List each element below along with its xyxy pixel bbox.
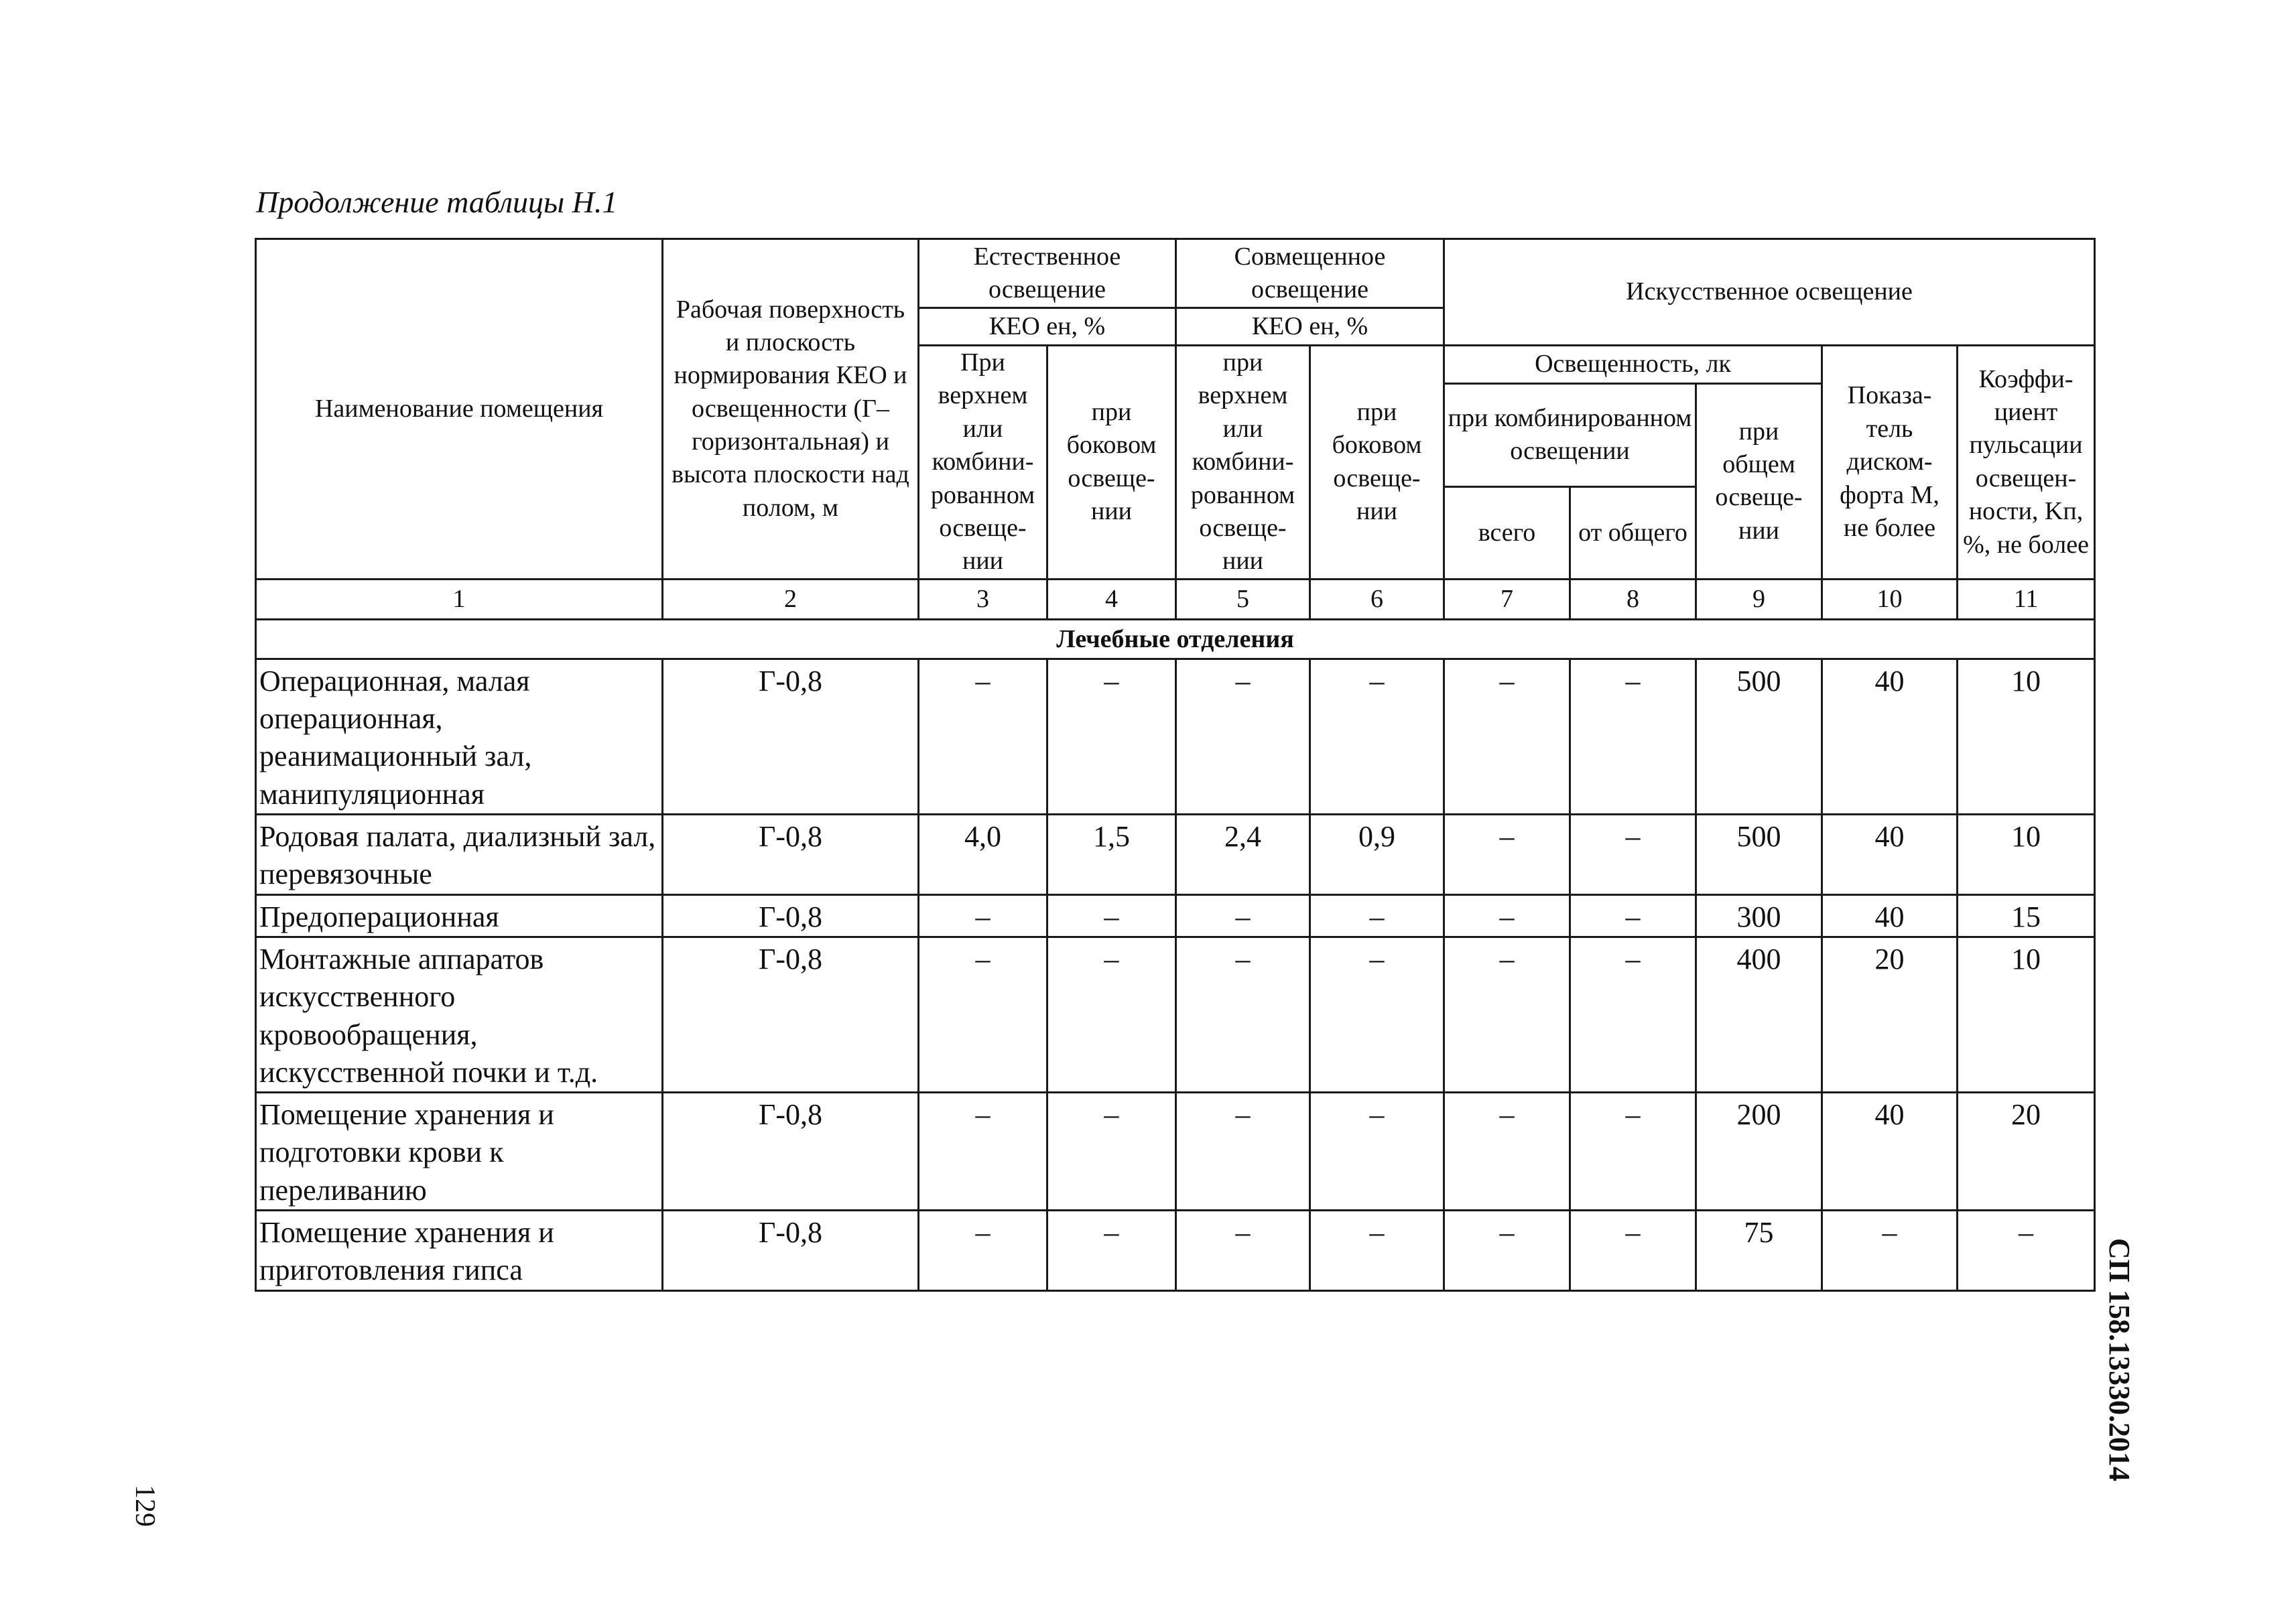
table-cell: 300 xyxy=(1696,894,1822,937)
table-cell: – xyxy=(919,937,1047,1092)
table-cell: 2,4 xyxy=(1176,814,1310,894)
table-cell: 10 xyxy=(1958,659,2095,814)
section-title: Лечебные отделения xyxy=(256,619,2095,659)
table-cell: 40 xyxy=(1822,814,1958,894)
page-number: 129 xyxy=(129,1485,160,1527)
table-cell: – xyxy=(1176,937,1310,1092)
table-cell: – xyxy=(1444,1211,1570,1291)
table-cell: 0,9 xyxy=(1310,814,1444,894)
table-cell: – xyxy=(1310,659,1444,814)
header-at-combined: при комбинированном освещении xyxy=(1444,384,1696,487)
table-cell: – xyxy=(1310,937,1444,1092)
room-name-cell: Монтажные аппаратов искусственного кровообращения, искусственной почки и т.д. xyxy=(256,937,663,1092)
column-number: 1 xyxy=(256,579,663,619)
column-number: 5 xyxy=(1176,579,1310,619)
table-cell: – xyxy=(1570,937,1696,1092)
table-cell: 75 xyxy=(1696,1211,1822,1291)
header-work-surface: Рабочая поверхность и плоскость нормирования КЕО и освещенности (Г–горизонтальная) и высота плоскости над полом, м xyxy=(663,239,919,580)
header-natural-side: при боковом освеще-нии xyxy=(1047,346,1176,580)
header-natural-lighting: Естественное освещение xyxy=(919,239,1176,308)
table-cell: 500 xyxy=(1696,814,1822,894)
header-artificial-lighting: Искусственное освещение xyxy=(1444,239,2095,346)
header-combined-side: при боковом освеще-нии xyxy=(1310,346,1444,580)
table-cell: 10 xyxy=(1958,814,2095,894)
table-cell: – xyxy=(1570,1093,1696,1211)
table-cell: 500 xyxy=(1696,659,1822,814)
room-name-cell: Помещение хранения и подготовки крови к переливанию xyxy=(256,1093,663,1211)
table-cell: – xyxy=(1444,814,1570,894)
header-discomfort-index: Показа-тель диском-форта M, не более xyxy=(1822,346,1958,580)
table-cell: 10 xyxy=(1958,937,2095,1092)
table-cell: 400 xyxy=(1696,937,1822,1092)
table-cell: – xyxy=(1570,814,1696,894)
table-cell: – xyxy=(1176,1093,1310,1211)
table-cell: 4,0 xyxy=(919,814,1047,894)
table-cell: 40 xyxy=(1822,894,1958,937)
table-cell: – xyxy=(1047,1211,1176,1291)
table-cell: – xyxy=(1444,894,1570,937)
room-name-cell: Операционная, малая операционная, реанимационный зал, манипуляционная xyxy=(256,659,663,814)
header-pulsation-coefficient: Коэффи-циент пульсации освещен-ности, Kп, %, не более xyxy=(1958,346,2095,580)
table-cell: – xyxy=(1047,937,1176,1092)
table-cell: – xyxy=(1444,1093,1570,1211)
table-cell: Г-0,8 xyxy=(663,814,919,894)
column-number: 8 xyxy=(1570,579,1696,619)
table-cell: – xyxy=(1444,937,1570,1092)
table-cell: 40 xyxy=(1822,659,1958,814)
header-total: всего xyxy=(1444,486,1570,579)
table-cell: Г-0,8 xyxy=(663,1211,919,1291)
header-keo-natural: КЕО eн, % xyxy=(919,308,1176,346)
header-at-general: при общем освеще-нии xyxy=(1696,384,1822,580)
table-cell: 20 xyxy=(1822,937,1958,1092)
table-caption: Продолжение таблицы Н.1 xyxy=(256,185,618,219)
table-cell: – xyxy=(1310,1211,1444,1291)
table-cell: 20 xyxy=(1958,1093,2095,1211)
lighting-norms-table xyxy=(255,238,2096,1292)
table-cell: – xyxy=(919,659,1047,814)
table-cell: – xyxy=(1047,894,1176,937)
room-name-cell: Родовая палата, диализный зал, перевязочные xyxy=(256,814,663,894)
room-name-cell: Предоперационная xyxy=(256,894,663,937)
header-from-general: от общего xyxy=(1570,486,1696,579)
table-cell: 15 xyxy=(1958,894,2095,937)
table-cell: – xyxy=(1310,894,1444,937)
header-room-name: Наименование помещения xyxy=(256,239,663,580)
table-cell: – xyxy=(919,1211,1047,1291)
column-number: 9 xyxy=(1696,579,1822,619)
header-combined-lighting: Совмещенное освещение xyxy=(1176,239,1444,308)
column-number: 2 xyxy=(663,579,919,619)
table-cell: – xyxy=(1570,894,1696,937)
header-illuminance: Освещенность, лк xyxy=(1444,346,1822,384)
room-name-cell: Помещение хранения и приготовления гипса xyxy=(256,1211,663,1291)
table-cell: – xyxy=(1047,1093,1176,1211)
table-cell: – xyxy=(1310,1093,1444,1211)
table-cell: – xyxy=(1444,659,1570,814)
column-number: 6 xyxy=(1310,579,1444,619)
table-cell: – xyxy=(1958,1211,2095,1291)
table-cell: Г-0,8 xyxy=(663,894,919,937)
table-cell: – xyxy=(1176,894,1310,937)
table-cell: 200 xyxy=(1696,1093,1822,1211)
table-cell: – xyxy=(1570,659,1696,814)
table-cell: Г-0,8 xyxy=(663,1093,919,1211)
column-number: 7 xyxy=(1444,579,1570,619)
column-number: 10 xyxy=(1822,579,1958,619)
table-cell: Г-0,8 xyxy=(663,937,919,1092)
column-number: 11 xyxy=(1958,579,2095,619)
table-cell: – xyxy=(919,1093,1047,1211)
document-code: СП 158.13330.2014 xyxy=(2103,1238,2136,1481)
header-keo-combined: КЕО eн, % xyxy=(1176,308,1444,346)
table-cell: – xyxy=(919,894,1047,937)
table-cell: – xyxy=(1570,1211,1696,1291)
table-cell: – xyxy=(1047,659,1176,814)
column-number: 4 xyxy=(1047,579,1176,619)
table-cell: 40 xyxy=(1822,1093,1958,1211)
column-number: 3 xyxy=(919,579,1047,619)
header-natural-top: При верхнем или комбини-рованном освеще-нии xyxy=(919,346,1047,580)
header-combined-top: при верхнем или комбини-рованном освеще-нии xyxy=(1176,346,1310,580)
table-cell: – xyxy=(1176,659,1310,814)
table-cell: – xyxy=(1822,1211,1958,1291)
table-cell: Г-0,8 xyxy=(663,659,919,814)
table-cell: – xyxy=(1176,1211,1310,1291)
table-cell: 1,5 xyxy=(1047,814,1176,894)
